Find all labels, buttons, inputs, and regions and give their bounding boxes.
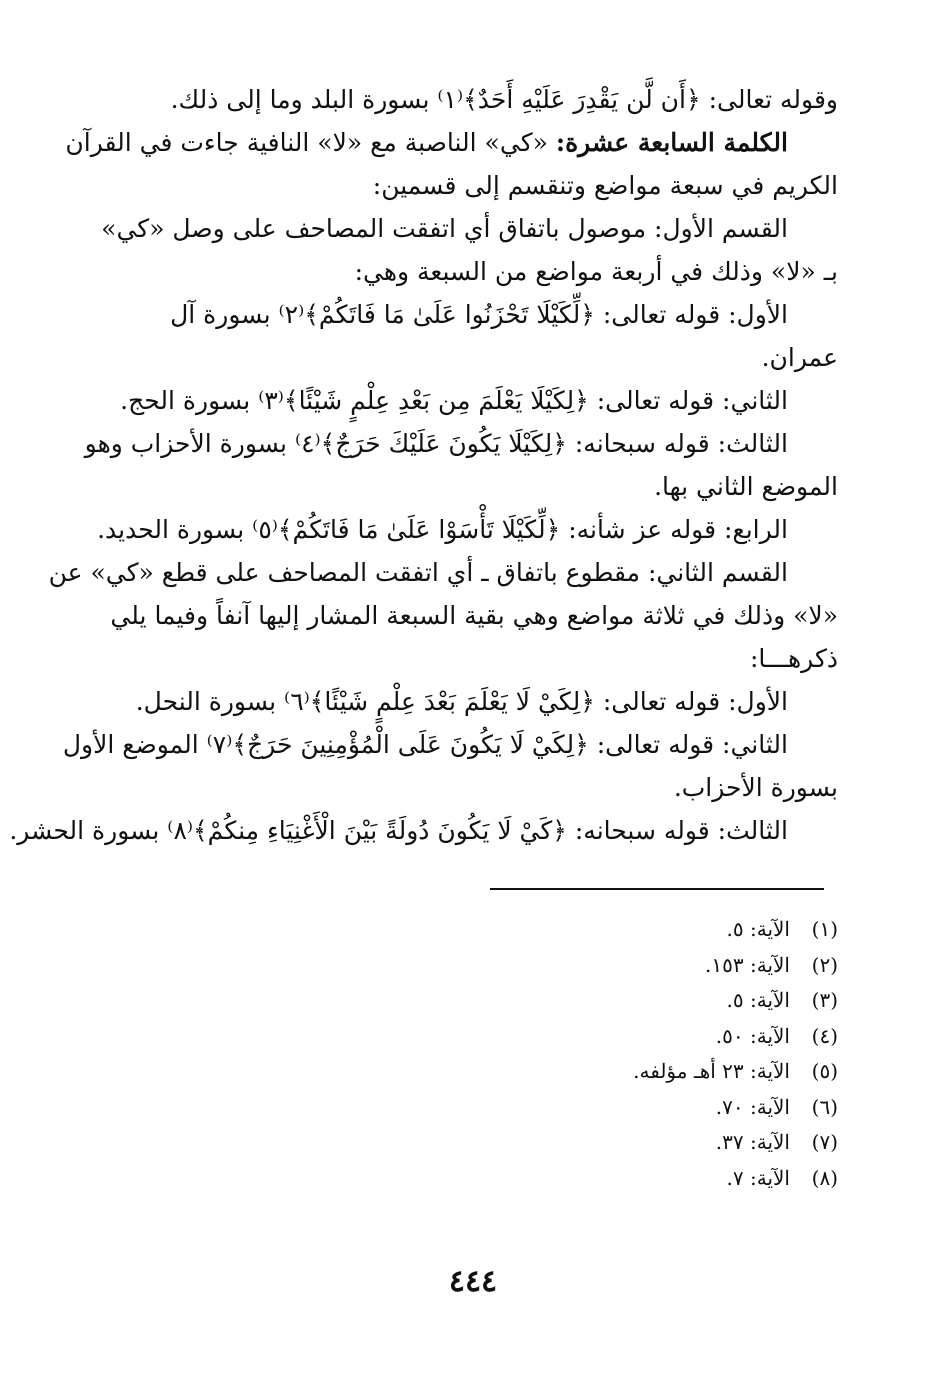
main-text: [9, 78, 838, 852]
text-line-7: عمران.: [761, 343, 838, 372]
footnote-text: الآية: ٣٧.: [715, 1130, 790, 1154]
footnote-number: (٥): [811, 1059, 838, 1083]
footnote-number: (١): [811, 917, 838, 941]
section-heading: الكلمة السابعة عشرة:: [555, 128, 788, 157]
text-line-9: الثالث: قوله سبحانه: ﴿لِكَيْلَا يَكُونَ عَلَيْكَ حَرَجٌ﴾⁽٤⁾ بسورة الأحزاب وهو: [84, 429, 788, 458]
footnote-1: [633, 912, 838, 948]
footnote-text: الآية: ٥.: [726, 917, 790, 941]
footnote-text: الآية: ١٥٣.: [705, 952, 790, 977]
footnote-8: [633, 1161, 838, 1197]
footnote-number: (٢): [811, 952, 838, 977]
text-line-2-body: «كي» الناصبة مع «لا» النافية جاءت في القرآن: [65, 128, 548, 157]
text-line-14: ذكرهـــا:: [749, 644, 838, 673]
footnote-separator: [490, 888, 824, 890]
footnote-text: الآية: ٥٠.: [715, 1023, 790, 1048]
text-line-16: الثاني: قوله تعالى: ﴿لِكَيْ لَا يَكُونَ عَلَى الْمُؤْمِنِينَ حَرَجٌ﴾⁽٧⁾ الموضع الأول: [62, 730, 788, 759]
text-line-6: الأول: قوله تعالى: ﴿لِّكَيْلَا تَحْزَنُوا عَلَىٰ مَا فَاتَكُمْ﴾⁽٢⁾ بسورة آل: [170, 300, 788, 329]
footnote-4: [633, 1019, 838, 1055]
text-line-10: الموضع الثاني بها.: [654, 472, 838, 501]
text-line-4: القسم الأول: موصول باتفاق أي اتفقت المصاحف على وصل «كي»: [101, 214, 788, 243]
text-line-8: الثاني: قوله تعالى: ﴿لِكَيْلَا يَعْلَمَ مِن بَعْدِ عِلْمٍ شَيْئًا﴾⁽٣⁾ بسورة الحج.: [120, 386, 788, 415]
footnote-text: الآية: ٧٠.: [715, 1094, 790, 1119]
text-line-15: الأول: قوله تعالى: ﴿لِكَيْ لَا يَعْلَمَ بَعْدَ عِلْمٍ شَيْئًا﴾⁽٦⁾ بسورة النحل.: [135, 687, 788, 716]
footnote-2: [633, 948, 838, 984]
text-line-11: الرابع: قوله عز شأنه: ﴿لِّكَيْلَا تَأْسَوْا عَلَىٰ مَا فَاتَكُمْ﴾⁽٥⁾ بسورة الحديد.: [97, 515, 788, 544]
text-line-12: القسم الثاني: مقطوع باتفاق ـ أي اتفقت المصاحف على قطع «كي» عن: [48, 558, 788, 587]
footnote-number: (٤): [811, 1023, 838, 1048]
footnote-number: (٣): [811, 988, 838, 1012]
footnote-5: [633, 1054, 838, 1090]
text-line-18: الثالث: قوله سبحانه: ﴿كَيْ لَا يَكُونَ دُولَةً بَيْنَ الْأَغْنِيَاءِ مِنكُمْ﴾⁽٨⁾ بسورة الحشر.: [9, 816, 788, 845]
footnote-text: الآية: ٥.: [726, 988, 790, 1012]
footnote-3: [633, 983, 838, 1019]
text-line-5: بـ «لا» وذلك في أربعة مواضع من السبعة وهي:: [354, 257, 838, 286]
text-line-13: «لا» وذلك في ثلاثة مواضع وهي بقية السبعة المشار إليها آنفاً وفيما يلي: [110, 601, 838, 630]
footnotes: [633, 912, 838, 1196]
footnote-number: (٦): [811, 1094, 838, 1119]
footnote-text: الآية: ٢٣ أهـ مؤلفه.: [633, 1059, 790, 1083]
text-line-2: [65, 121, 838, 164]
page-number: ٤٤٤: [448, 1264, 498, 1299]
text-line-17: بسورة الأحزاب.: [673, 773, 838, 802]
text-line-1: وقوله تعالى: ﴿أَن لَّن يَقْدِرَ عَلَيْهِ أَحَدٌ﴾⁽١⁾ بسورة البلد وما إلى ذلك.: [170, 85, 838, 114]
footnote-text: الآية: ٧.: [726, 1165, 790, 1190]
footnote-6: [633, 1090, 838, 1126]
footnote-number: (٧): [811, 1130, 838, 1154]
footnote-7: [633, 1125, 838, 1161]
text-line-3: الكريم في سبعة مواضع وتنقسم إلى قسمين:: [372, 171, 838, 200]
footnote-number: (٨): [811, 1165, 838, 1190]
